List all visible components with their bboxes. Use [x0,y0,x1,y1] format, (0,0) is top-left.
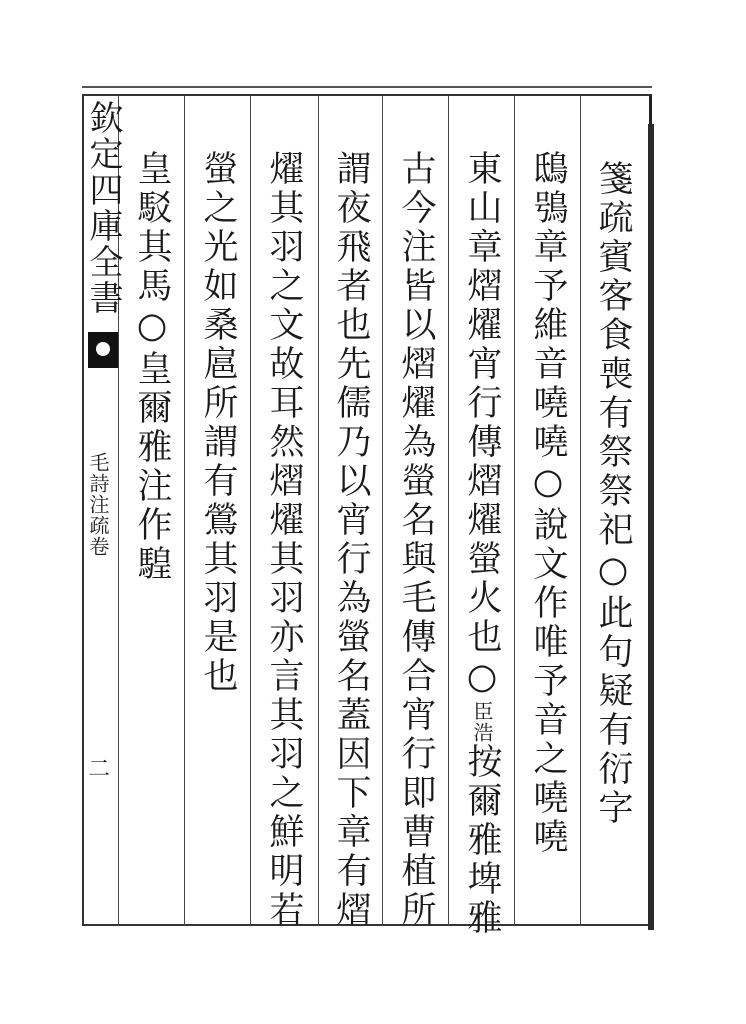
column-3-tail: 按爾雅埤雅 [462,743,502,938]
column-divider [318,96,319,926]
book-title: 欽定四庫全書 [83,100,123,316]
text-column-6: 燿其羽之文故耳然熠燿其羽亦言其羽之鮮明若 [264,150,304,930]
text-column-7: 螢之光如桑扈所謂有鶯其羽是也 [198,150,238,696]
minister-note: 臣浩 [470,701,494,743]
column-3-main: 東山章熠燿宵行傳熠燿螢火也○ [462,150,502,701]
text-column-8: 皇駁其馬○皇爾雅注作騜 [132,150,172,584]
frame-edge [648,124,654,930]
column-divider [184,96,185,926]
page-number: 二 [88,757,111,782]
text-column-2: 鴟鴞章予維音嘵嘵○說文作唯予音之嘵嘵 [528,150,568,857]
section-title: 毛詩注疏卷 [86,452,110,557]
column-divider [580,96,581,926]
text-column-4: 古今注皆以熠燿為螢名與毛傳合宵行即曹植所 [396,150,436,930]
text-column-5: 謂夜飛者也先儒乃以宵行為螢名蓋因下章有熠 [331,150,371,930]
column-divider [382,96,383,926]
text-column-1: 箋疏賓客食喪有祭祭祀○此句疑有衍字 [593,160,633,828]
column-divider [448,96,449,926]
column-divider [514,96,515,926]
text-column-3 [461,150,503,938]
column-divider [250,96,251,926]
fishtail-mark [88,332,118,368]
top-rule [82,86,652,88]
